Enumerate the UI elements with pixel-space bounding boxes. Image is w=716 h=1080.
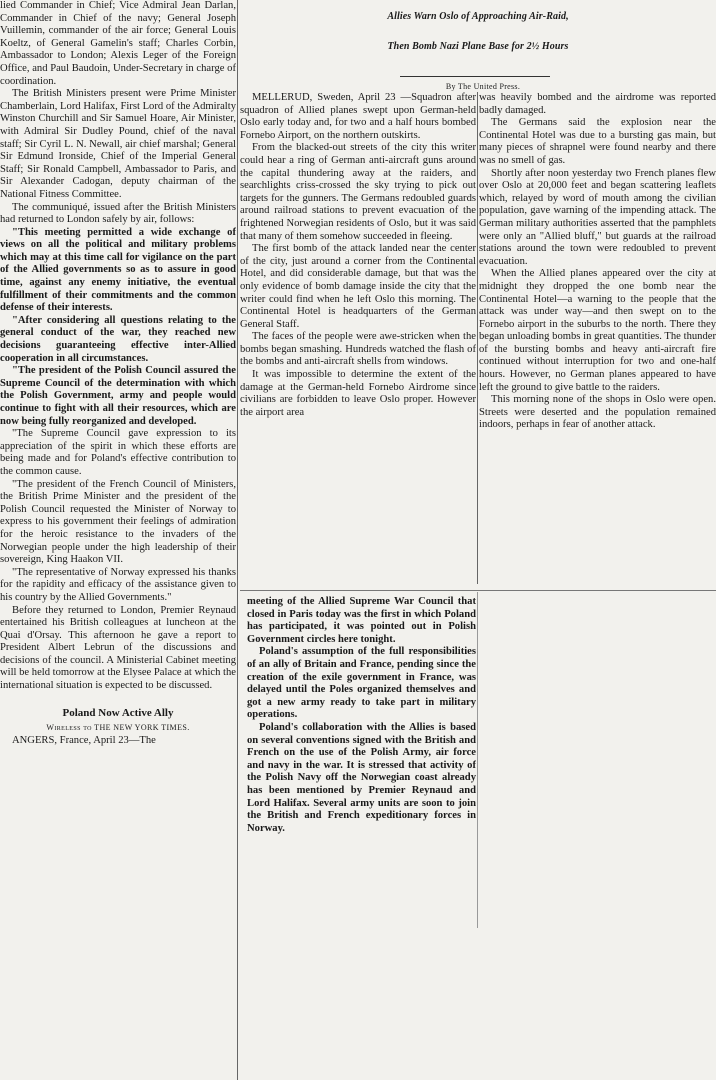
poland-para-3: Poland's collaboration with the Allies is based on several conventions signed with the British and French on the use of the Polish Army, air force and navy in the war. It is stressed that activity of the Polish Navy off the Norwegian coast already has been mentioned by Premier Reynaud and Lord Halifax. Several army units are soon to join the British and French expeditionary forces in Norway. [247,721,476,834]
dateline-angers: ANGERS, France, April 23—The [12,734,156,746]
headline-rule [400,76,550,77]
column-divider-poland-right [477,592,478,928]
subhead-poland: Poland Now Active Ally [62,706,174,719]
communique-para-1: "This meeting permitted a wide exchange of views on all the political and military problems which may at this time call for vigilance on the part of the Allied governments so as to assure in good time, against any enemy initiative, the eventual fulfillment of their commitments and the common defense of their interests. [0,226,236,314]
oslo-para-3: The first bomb of the attack landed near the center of the city, just around a corner from the Continental Hotel, and did considerable damage, but that was the only evidence of bomb damage inside the city that the writer could find when he left Oslo this morning. The Continental Hotel is headquarters of the German General Staff. [240,243,476,330]
oslo-para-5: It was impossible to determine the extent of the damage at the German-held Fornebo Airdrome since civilians are forbidden to leave Oslo proper. However the airport area [240,369,476,418]
oslo-article-column-1 [240,92,476,584]
oslo-para-7: The Germans said the explosion near the Continental Hotel was due to a bursting gas main, but many pieces of shrapnel were found nearby and there was no smell of gas. [479,117,716,166]
oslo-para-4: The faces of the people were awe-stricken when the bombs began smashing. Hundreds watched the flash of the bombs and anti-aircraft shells from windows. [240,331,476,368]
communique-para-6: "The representative of Norway expressed his thanks for the rapidity and efficacy of the assistance given to his country by the Allied Governments." [0,566,236,603]
section-rule [240,590,716,591]
headline-line-1: Allies Warn Oslo of Approaching Air-Raid, [387,11,569,22]
poland-para-1: meeting of the Allied Supreme War Council that closed in Paris today was the first in which Poland has participated, it was pointed out in Polish Government circles here tonight. [247,596,476,645]
left-para-final: Before they returned to London, Premier Reynaud entertained his British colleagues at luncheon at the Quai d'Orsay. This afternoon he gave a report to President Albert Lebrun of the discussions and decisions of the council. A Ministerial Cabinet meeting will be held tomorrow at the Elysee Palace at which the international situation is expected to be discussed. [0,604,236,692]
column-divider-left [237,0,238,1080]
oslo-para-2: From the blacked-out streets of the city this writer could hear a ring of German anti-aircraft guns around the capital thundering away at the raiders, and searchlights criss-crossed the sky trying to pick out targets for the gunners. The Germans redoubled guards around railroad stations to prevent evacuation of the frightened Norwegian residents of Oslo, but it was said that many of them somehow succeeded in fleeing. [240,142,476,242]
oslo-para-1: MELLERUD, Sweden, April 23 —Squadron after squadron of Allied planes swept upon German-held Oslo early today and, for two and a half hours bombed Fornebo Airport, on the northern outskirts. [240,92,476,141]
communique-para-4: "The Supreme Council gave expression to its appreciation of the spirit in which these efforts are being made and for Poland's effective contribution to the common cause. [0,428,236,477]
oslo-para-8: Shortly after noon yesterday two French planes flew over Oslo at 20,000 feet and began scattering leaflets which, relayed by word of mouth among the civilian population, gave warning of the impending attack. The German military authorities asserted that the pamphlets were only an "Allied bluff," but guards at the railroad stations around the town were redoubled to prevent evacuation. [479,167,716,267]
oslo-article-column-2 [479,92,716,584]
left-para-3: The communiqué, issued after the British Ministers had returned to London safely by air, follows: [0,201,236,226]
communique-para-2: "After considering all questions relating to the general conduct of the war, they reached new decisions guaranteeing effective inter-Allied cooperation in all circumstances. [0,314,236,364]
oslo-para-9: When the Allied planes appeared over the city at midnight they dropped the one bomb near the Continental Hotel—a warning to the people that the attack was under way—and then swept on to the Fornebo airport in the suburbs to the north. There they began unloading bombs in great quantities. The thunder of the bursting bombs and heavy anti-aircraft fire continued without interruption for two and one-half hours. However, no German planes appeared to have left the ground to give battle to the raiders. [479,268,716,393]
communique-para-5: "The president of the French Council of Ministers, the British Prime Minister and the president of the Polish Council requested the Minister of Norway to express to his government their feelings of admiration for the heroic resistance to the invaders of the Norwegian people under the high leadership of their sovereign, King Haakon VII. [0,478,236,566]
column-divider-mid [477,92,478,584]
oslo-para-10: This morning none of the shops in Oslo were open. Streets were deserted and the population remained indoors, perhaps in fear of another attack. [479,394,716,431]
left-para-1: lied Commander in Chief; Vice Admiral Jean Darlan, Commander in Chief of the navy; General Joseph Vuillemin, commander of the air force; General Louis Koeltz, of General Gamelin's staff; Charles Corbin, Ambassador to London; Alexis Leger of the Foreign Office, and Paul Baudoin, Under-Secretary in charge of coordination. [0,0,236,87]
poland-para-2: Poland's assumption of the full responsibilities of an ally of Britain and France, pending since the creation of the exile government in France, was delayed until the Poles organized themselves and got a new army ready to take part in military operations. [247,646,476,721]
byline-wireless: Wireless to THE NEW YORK TIMES. [46,723,190,733]
article-credit: By The United Press. [445,82,521,91]
oslo-para-6: was heavily bombed and the airdrome was reported badly damaged. [479,92,716,116]
left-para-2: The British Ministers present were Prime Minister Chamberlain, Lord Halifax, First Lord of the Admiralty Winston Churchill and Sir Samuel Hoare, Air Minister, with Admiral Sir Dudley Pound, chief of the naval staff; Sir Cyril L. N. Newall, air chief marshal; General Sir Edmund Ironside, Chief of the Imperial General Staff; Sir Ronald Campbell, Ambassador to Paris, and Sir Alexander Cadogan, deputy chairman of the National Fitness Committee. [0,88,236,200]
headline-line-2: Then Bomb Nazi Plane Base for 2½ Hours [387,41,569,52]
left-article-column [0,0,236,1080]
headline-block [240,0,716,80]
poland-article-continued [247,596,476,926]
communique-para-3: "The president of the Polish Council assured the Supreme Council of the determination with which the Polish Government, army and people would continue to fight with all their resources, which are now being fully reorganized and developed. [0,365,236,427]
